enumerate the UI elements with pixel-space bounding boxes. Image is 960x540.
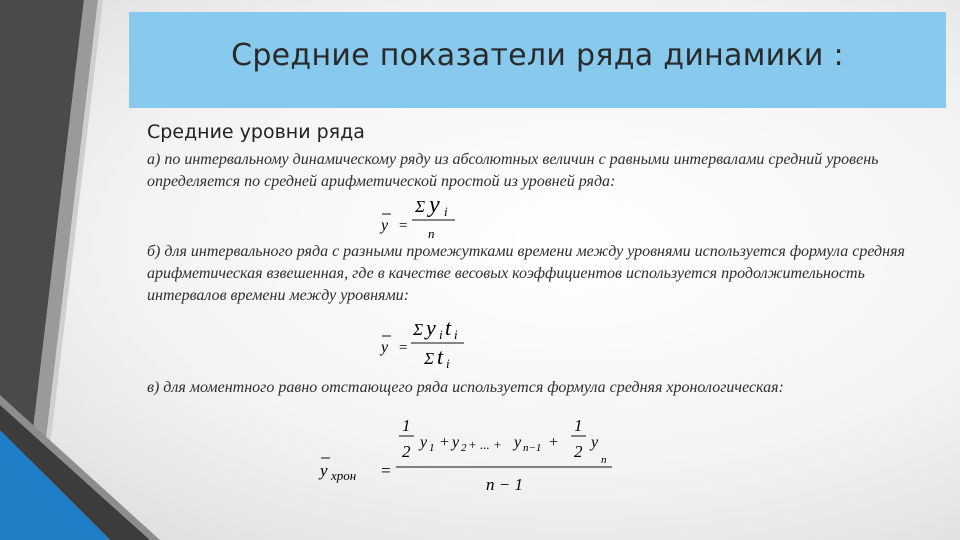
formula-simple-mean bbox=[370, 190, 470, 244]
half-numerator-2: 1 bbox=[574, 416, 583, 435]
plus-sign: + bbox=[439, 434, 450, 451]
formula-denominator: n − 1 bbox=[486, 475, 523, 494]
formula-y1-sub: 1 bbox=[429, 442, 435, 454]
formula-chronological-mean bbox=[312, 410, 622, 500]
sum-symbol: Σ bbox=[415, 197, 426, 216]
formula-y1: y bbox=[420, 434, 428, 451]
paragraph-c: в) для моментного равно отстающего ряда используется формула средняя хронологическая: bbox=[147, 379, 784, 396]
formula-yn1-sub: n−1 bbox=[523, 442, 542, 454]
formula-y: y bbox=[426, 315, 436, 340]
slide-title: Средние показатели ряда динамики : bbox=[231, 38, 844, 73]
denominator-t-sub: i bbox=[446, 356, 450, 371]
formula-equals: = bbox=[398, 340, 409, 356]
formula-weighted-mean bbox=[370, 312, 480, 374]
plus-sign: + bbox=[548, 434, 559, 451]
half-numerator-1: 1 bbox=[402, 416, 411, 435]
formula-t-sub: i bbox=[454, 327, 458, 342]
formula-equals: = bbox=[380, 461, 392, 480]
formula-yn: y bbox=[591, 434, 599, 451]
half-denominator-1: 2 bbox=[402, 442, 411, 461]
ellipsis-terms: + ... + bbox=[468, 437, 502, 452]
formula-yn-sub: n bbox=[601, 454, 607, 466]
title-bar bbox=[129, 12, 946, 108]
formula-yn1: y bbox=[514, 434, 522, 451]
formula-lhs: y bbox=[381, 217, 389, 234]
half-denominator-2: 2 bbox=[574, 442, 583, 461]
paragraph-a: а) по интервальному динамическому ряду из абсолютных величин с равными интервалами средний уровень определяется по средней арифметической простой из уровней ряда: bbox=[147, 151, 879, 190]
denominator-sum-symbol: Σ bbox=[424, 349, 435, 368]
formula-lhs-sub: хрон bbox=[331, 468, 357, 483]
formula-lhs: y bbox=[381, 339, 389, 356]
paragraph-b: б) для интервального ряда с разными промежутками времени между уровнями используется формула средняя арифметическая взвешенная, где в качестве весовых коэффициентов используется продолжительность интервалов времени между уровнями: bbox=[147, 243, 905, 304]
formula-denominator: n bbox=[428, 226, 435, 241]
formula-y-sub: i bbox=[439, 327, 443, 342]
formula-var: y bbox=[429, 192, 440, 218]
formula-y2: y bbox=[452, 434, 460, 451]
sum-symbol: Σ bbox=[413, 320, 424, 339]
section-subtitle: Средние уровни ряда bbox=[147, 121, 365, 143]
denominator-t: t bbox=[437, 344, 444, 369]
formula-lhs: y bbox=[320, 461, 328, 480]
formula-equals: = bbox=[398, 218, 409, 234]
formula-t: t bbox=[445, 315, 452, 340]
formula-y2-sub: 2 bbox=[461, 442, 467, 454]
formula-sub: i bbox=[444, 204, 448, 219]
